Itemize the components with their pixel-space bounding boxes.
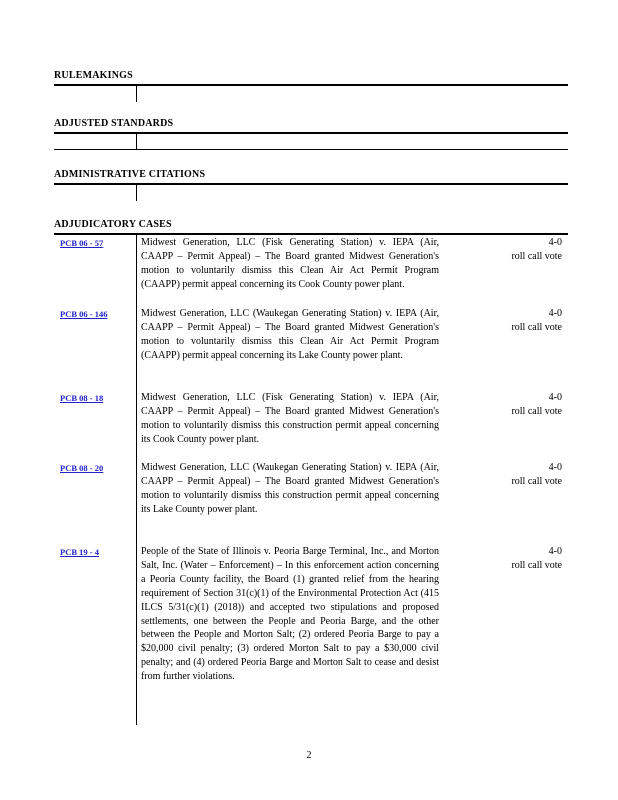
vote-type: roll call vote — [511, 251, 562, 262]
page-number: 2 — [306, 750, 312, 761]
case-description: Midwest Generation, LLC (Fisk Generating Station) v. IEPA (Air, CAAPP – Permit Appeal) – The Board granted Midwest Generation's motion to voluntarily dismiss this Clean Air Act Permit Program (CAAPP) permit appeal concerning its Cook County power plant. — [141, 237, 439, 290]
case-link[interactable]: PCB 06 - 57 — [60, 238, 104, 248]
vote-count: 4-0 — [548, 308, 562, 319]
section-rule — [54, 183, 568, 185]
section-rule — [54, 84, 568, 86]
section-heading-adjudicatory-cases: ADJUDICATORY CASES — [54, 219, 172, 230]
vote-count: 4-0 — [548, 462, 562, 473]
column-divider — [136, 86, 137, 102]
vote-type: roll call vote — [511, 476, 562, 487]
case-vote — [482, 391, 562, 419]
case-vote — [482, 236, 562, 264]
case-link[interactable]: PCB 08 - 20 — [60, 463, 104, 473]
column-divider — [136, 134, 137, 150]
vote-type: roll call vote — [511, 560, 562, 571]
section-heading-rulemakings: RULEMAKINGS — [54, 70, 133, 81]
section-rule-thin — [54, 149, 568, 150]
vote-count: 4-0 — [548, 392, 562, 403]
section-heading-adjusted-standards: ADJUSTED STANDARDS — [54, 118, 174, 129]
case-vote — [482, 461, 562, 489]
vote-count: 4-0 — [548, 237, 562, 248]
case-description: People of the State of Illinois v. Peoria Barge Terminal, Inc., and Morton Salt, Inc. (Water – Enforcement) – In this enforcement action concerning a Peoria County facility, the Board (1) granted relief from the hearing requirement of Section 31(c)(1) of the Environmental Protection Act (415 ILCS 5/31(c)(1) (2018)) and accepted two stipulations and proposed settlements, one between the People and Peoria Barge, and the other between the People and Morton Salt; (2) ordered Peoria Barge to pay a $20,000 civil penalty; (3) ordered Morton Salt to pay a $30,000 civil penalty; and (4) ordered Peoria Barge and Morton Salt to cease and desist from further violations. — [141, 546, 439, 683]
case-link[interactable]: PCB 06 - 146 — [60, 309, 108, 319]
vote-count: 4-0 — [548, 546, 562, 557]
vote-type: roll call vote — [511, 322, 562, 333]
case-description: Midwest Generation, LLC (Waukegan Generating Station) v. IEPA (Air, CAAPP – Permit Appeal) – The Board granted Midwest Generation's motion to voluntarily dismiss this construction permit appeal concerning its Lake County power plant. — [141, 462, 439, 515]
case-description: Midwest Generation, LLC (Waukegan Generating Station) v. IEPA (Air, CAAPP – Permit Appeal) – The Board granted Midwest Generation's motion to voluntarily dismiss this Clean Air Act Permit Program (CAAPP) permit appeal concerning its Lake County power plant. — [141, 308, 439, 361]
case-description: Midwest Generation, LLC (Fisk Generating Station) v. IEPA (Air, CAAPP – Permit Appeal) – The Board granted Midwest Generation's motion to voluntarily dismiss this construction permit appeal concerning its Cook County power plant. — [141, 392, 439, 445]
column-divider — [136, 185, 137, 201]
case-link[interactable]: PCB 19 - 4 — [60, 547, 99, 557]
section-rule — [54, 233, 568, 235]
section-rule — [54, 132, 568, 134]
case-vote — [482, 545, 562, 573]
section-heading-administrative-citations: ADMINISTRATIVE CITATIONS — [54, 169, 206, 180]
case-link[interactable]: PCB 08 - 18 — [60, 393, 104, 403]
column-divider — [136, 235, 137, 725]
case-vote — [482, 307, 562, 335]
vote-type: roll call vote — [511, 406, 562, 417]
